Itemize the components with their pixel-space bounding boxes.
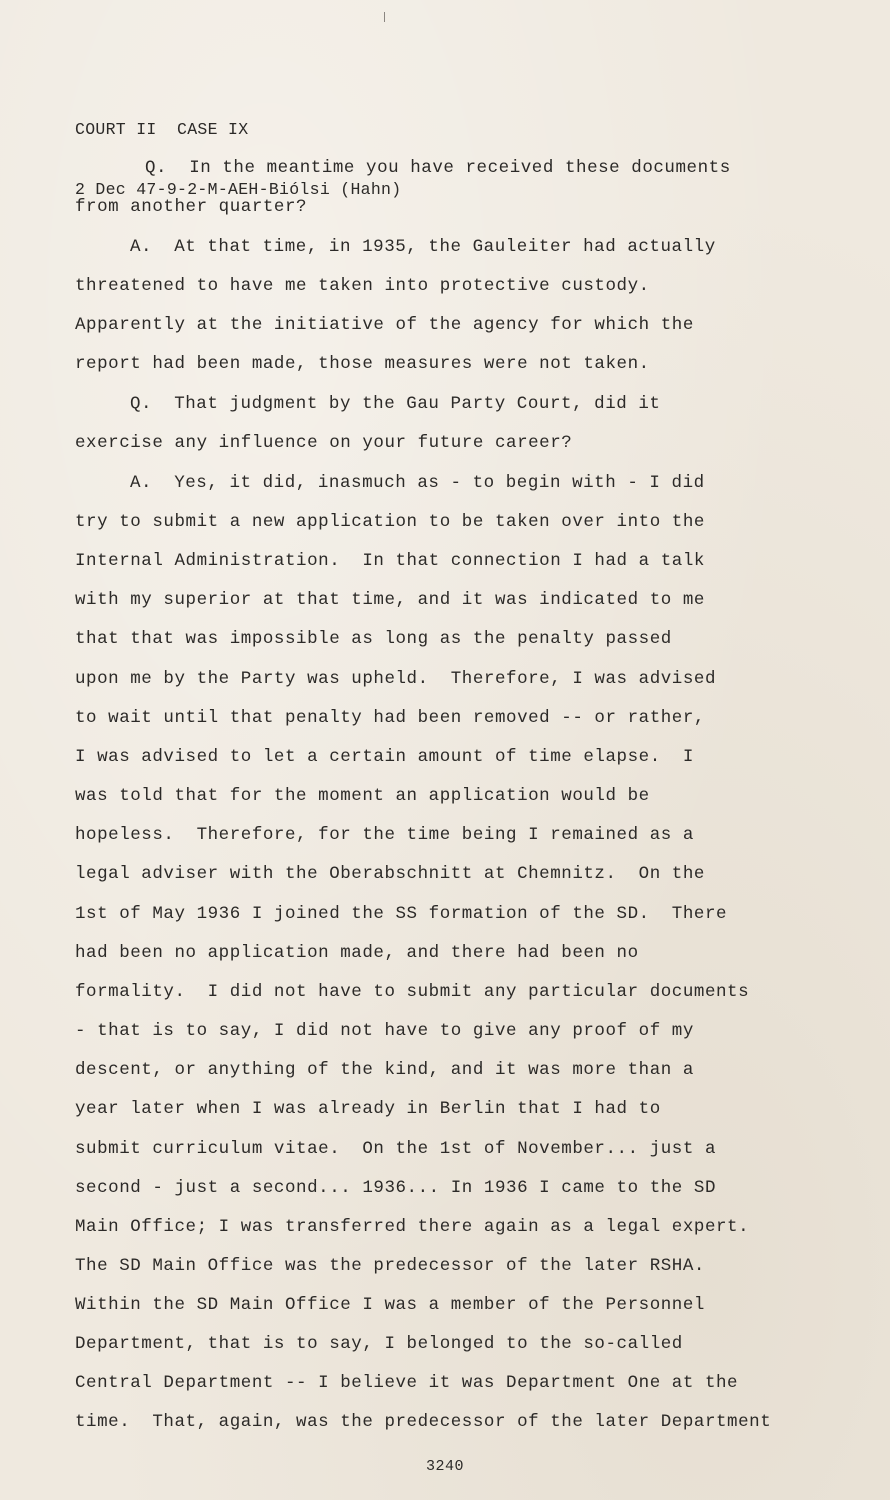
transcript-line: Central Department -- I believe it was Department One at the — [75, 1373, 739, 1393]
transcript-line: with my superior at that time, and it was indicated to me — [75, 590, 705, 610]
transcript-line: time. That, again, was the predecessor of the later Department — [75, 1412, 772, 1432]
transcript-line: year later when I was already in Berlin that I had to — [75, 1099, 661, 1119]
transcript-line: descent, or anything of the kind, and it was more than a — [75, 1060, 694, 1080]
transcript-line: Q. That judgment by the Gau Party Court, did it — [130, 394, 661, 414]
reference-line: 2 Dec 47-9-2-M-AEH-Biólsi (Hahn) — [75, 180, 402, 199]
transcript-line: - that is to say, I did not have to give any proof of my — [75, 1021, 694, 1041]
transcript-line: Q. In the meantime you have received these documents — [145, 158, 731, 178]
transcript-line: Department, that is to say, I belonged to the so-called — [75, 1334, 683, 1354]
transcript-line: submit curriculum vitae. On the 1st of November... just a — [75, 1139, 716, 1159]
transcript-line: A. Yes, it did, inasmuch as - to begin with - I did — [130, 473, 705, 493]
transcript-line: to wait until that penalty had been removed -- or rather, — [75, 708, 705, 728]
transcript-line: threatened to have me taken into protective custody. — [75, 276, 650, 296]
transcript-line: upon me by the Party was upheld. Therefore, I was advised — [75, 669, 716, 689]
transcript-line: try to submit a new application to be taken over into the — [75, 512, 705, 532]
transcript-line: Internal Administration. In that connection I had a talk — [75, 551, 705, 571]
transcript-line: was told that for the moment an application would be — [75, 786, 650, 806]
transcript-line: legal adviser with the Oberabschnitt at Chemnitz. On the — [75, 864, 705, 884]
transcript-line: exercise any influence on your future career? — [75, 433, 573, 453]
transcript-line: Apparently at the initiative of the agency for which the — [75, 315, 694, 335]
transcript-line: I was advised to let a certain amount of time elapse. I — [75, 747, 694, 767]
transcript-line: 1st of May 1936 I joined the SS formation of the SD. There — [75, 904, 728, 924]
transcript-line: A. At that time, in 1935, the Gauleiter had actually — [130, 237, 716, 257]
transcript-line: The SD Main Office was the predecessor of the later RSHA. — [75, 1256, 705, 1276]
transcript-line: hopeless. Therefore, for the time being I remained as a — [75, 825, 694, 845]
transcript-line: had been no application made, and there had been no — [75, 943, 639, 963]
transcript-line: Within the SD Main Office I was a member of the Personnel — [75, 1295, 705, 1315]
transcript-line: Main Office; I was transferred there again as a legal expert. — [75, 1217, 750, 1237]
transcript-line: second - just a second... 1936... In 1936 I came to the SD — [75, 1178, 716, 1198]
transcript-line: formality. I did not have to submit any particular documents — [75, 982, 750, 1002]
page-number: 3240 — [425, 1458, 464, 1475]
case-heading: COURT II CASE IX — [75, 120, 249, 139]
transcript-line: from another quarter? — [75, 197, 308, 217]
transcript-line: that that was impossible as long as the penalty passed — [75, 629, 672, 649]
transcript-line: report had been made, those measures were not taken. — [75, 354, 650, 374]
